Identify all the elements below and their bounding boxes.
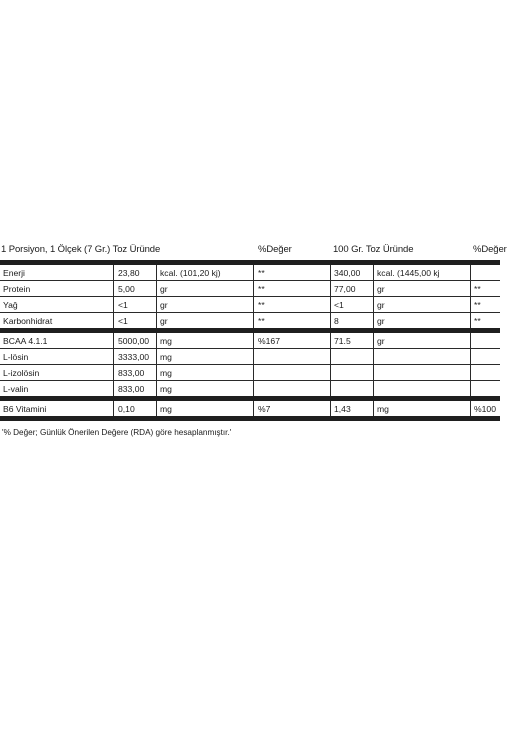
table-row — [0, 401, 500, 416]
cell-portion-value: 833,00 — [118, 384, 145, 394]
cell-portion-unit: gr — [160, 284, 168, 294]
cell-portion-unit: kcal. (101,20 kj) — [160, 268, 221, 278]
cell-portion-value: 833,00 — [118, 368, 145, 378]
cell-portion-unit: mg — [160, 368, 172, 378]
column-divider — [373, 265, 374, 328]
cell-portion-value: <1 — [118, 300, 128, 310]
cell-portion-value: 0,10 — [118, 404, 135, 414]
column-divider — [330, 333, 331, 396]
column-divider — [253, 401, 254, 416]
cell-name: L-izolösin — [3, 368, 40, 378]
footnote: '% Değer; Günlük Önerilen Değere (RDA) göre hesaplanmıştır.' — [2, 428, 232, 437]
table-row — [0, 333, 500, 349]
cell-100g-unit: gr — [377, 336, 385, 346]
table-row — [0, 349, 500, 365]
cell-name: L-lösin — [3, 352, 29, 362]
column-divider — [156, 265, 157, 328]
table-row — [0, 365, 500, 381]
cell-portion-unit: mg — [160, 404, 172, 414]
cell-100g-value: 71.5 — [334, 336, 351, 346]
cell-100g-unit: gr — [377, 300, 385, 310]
header-percent-value-100g: %Değer — [473, 244, 507, 255]
column-divider — [470, 333, 471, 396]
cell-name: L-valin — [3, 384, 29, 394]
cell-portion-unit: gr — [160, 316, 168, 326]
column-divider — [156, 333, 157, 396]
cell-100g-percent: ** — [474, 300, 481, 310]
cell-portion-percent: ** — [258, 316, 265, 326]
cell-100g-percent: ** — [474, 316, 481, 326]
macro-group — [0, 265, 500, 328]
cell-100g-value: <1 — [334, 300, 344, 310]
cell-portion-value: 5,00 — [118, 284, 135, 294]
column-divider — [373, 401, 374, 416]
cell-name: Yağ — [3, 300, 18, 310]
cell-portion-value: <1 — [118, 316, 128, 326]
table-row — [0, 265, 500, 281]
column-divider — [156, 401, 157, 416]
cell-portion-unit: mg — [160, 336, 172, 346]
header-percent-value: %Değer — [258, 244, 292, 255]
column-divider — [253, 265, 254, 328]
cell-name: Enerji — [3, 268, 25, 278]
column-divider — [373, 333, 374, 396]
column-divider — [253, 333, 254, 396]
header-per-100g: 100 Gr. Toz Üründe — [333, 244, 414, 255]
table-row — [0, 281, 500, 297]
cell-portion-unit: mg — [160, 352, 172, 362]
cell-100g-unit: mg — [377, 404, 389, 414]
cell-portion-percent: %167 — [258, 336, 280, 346]
vitamin-group — [0, 401, 500, 416]
cell-100g-unit: gr — [377, 316, 385, 326]
cell-portion-unit: mg — [160, 384, 172, 394]
cell-name: Protein — [3, 284, 31, 294]
cell-name: B6 Vitamini — [3, 404, 47, 414]
cell-100g-unit: gr — [377, 284, 385, 294]
column-divider — [330, 265, 331, 328]
cell-portion-value: 3333,00 — [118, 352, 150, 362]
column-divider — [470, 401, 471, 416]
cell-100g-percent: ** — [474, 284, 481, 294]
cell-portion-value: 5000,00 — [118, 336, 150, 346]
cell-100g-unit: kcal. (1445,00 kj — [377, 268, 440, 278]
table-row — [0, 313, 500, 328]
table-header — [0, 238, 507, 260]
table-row — [0, 381, 500, 396]
nutrition-table — [0, 238, 507, 437]
cell-100g-value: 1,43 — [334, 404, 351, 414]
cell-name: BCAA 4.1.1 — [3, 336, 48, 346]
cell-portion-unit: gr — [160, 300, 168, 310]
cell-portion-percent: ** — [258, 300, 265, 310]
cell-100g-value: 8 — [334, 316, 339, 326]
cell-100g-value: 77,00 — [334, 284, 356, 294]
divider — [0, 416, 500, 421]
column-divider — [470, 265, 471, 328]
cell-100g-value: 340,00 — [334, 268, 361, 278]
table-row — [0, 297, 500, 313]
cell-100g-percent: %100 — [474, 404, 496, 414]
column-divider — [113, 333, 114, 396]
cell-portion-percent: ** — [258, 268, 265, 278]
cell-portion-percent: ** — [258, 284, 265, 294]
column-divider — [113, 401, 114, 416]
column-divider — [330, 401, 331, 416]
header-portion: 1 Porsiyon, 1 Ölçek (7 Gr.) Toz Üründe — [1, 244, 161, 255]
cell-portion-percent: %7 — [258, 404, 271, 414]
cell-portion-value: 23,80 — [118, 268, 140, 278]
cell-name: Karbonhidrat — [3, 316, 53, 326]
column-divider — [113, 265, 114, 328]
amino-group — [0, 333, 500, 396]
